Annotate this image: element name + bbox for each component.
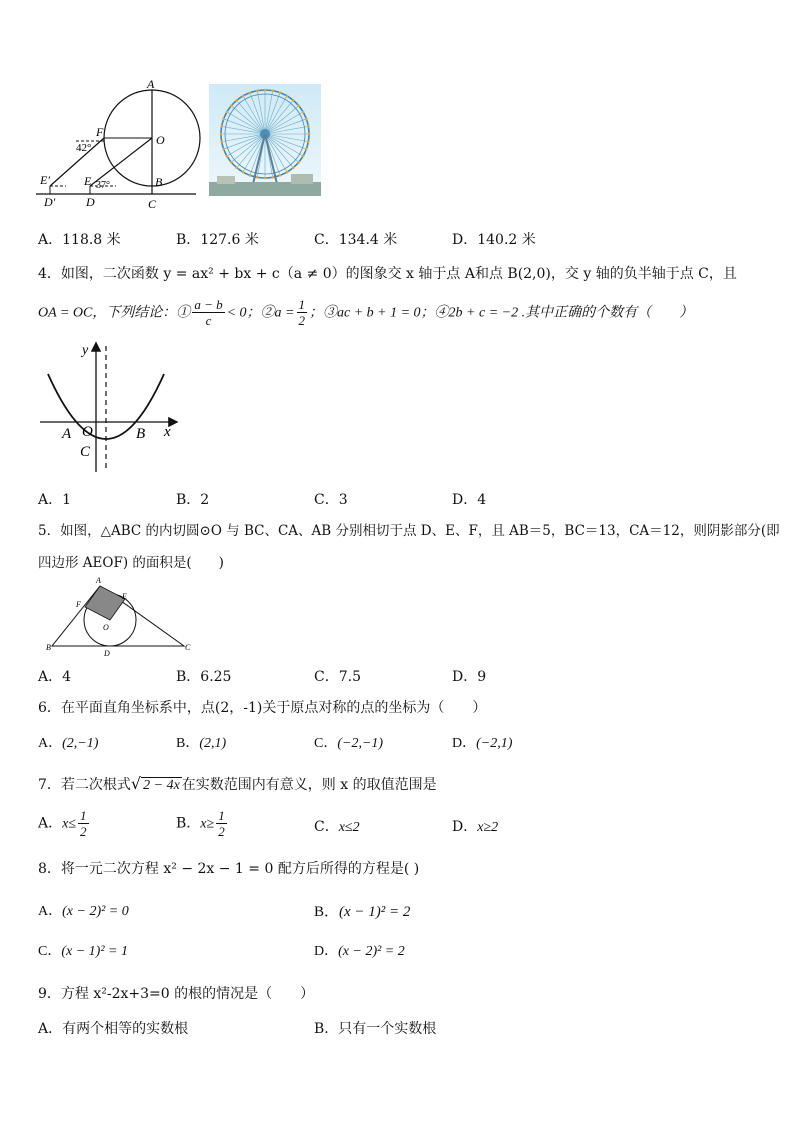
wheel-gondola: [297, 161, 300, 164]
q4-option-b[interactable]: B．2: [176, 492, 210, 508]
wheel-gondola: [307, 125, 310, 128]
wheel-gondola: [230, 104, 233, 107]
point-C-label: C: [80, 444, 91, 460]
tri-label-F: F: [76, 600, 81, 609]
label-D-prime: D′: [44, 195, 56, 209]
axis-x-label: x: [164, 424, 171, 440]
q5-option-c[interactable]: C．7.5: [314, 669, 361, 685]
wheel-gondola: [242, 171, 245, 174]
q8-option-b[interactable]: B．(x − 1)² = 2: [314, 904, 411, 920]
wheel-gondola: [305, 148, 308, 151]
wheel-gondola: [222, 118, 225, 121]
q8-option-c[interactable]: C．(x − 1)² = 1: [38, 944, 128, 959]
wheel-gondola: [220, 125, 223, 128]
q9-option-a[interactable]: A．有两个相等的实数根: [38, 1021, 189, 1037]
q6-option-a[interactable]: A．(2,−1): [38, 736, 99, 751]
q4-stem-line2: OA = OC，下列结论：① $\frac{a - b}{c}$ < 0；②a = $\frac{1}{2}$ ；③ac + b + 1 = 0；④2b + c = −2 .其中正确的个数有（ ）: [38, 297, 694, 328]
wheel-gondola: [256, 176, 259, 179]
wheel-gondola: [230, 161, 233, 164]
axis-y-label: y: [82, 343, 89, 358]
label-D: D: [86, 195, 95, 209]
wheel-gondola: [286, 95, 289, 98]
q7-option-c[interactable]: C．x≤2: [314, 819, 360, 835]
wheel-gondola: [308, 133, 311, 136]
angle-42-label: 42°: [76, 142, 92, 154]
label-B: B: [155, 175, 163, 189]
wheel-gondola: [226, 155, 229, 158]
q4-option-c[interactable]: C．3: [314, 492, 348, 508]
q4-fraction-2: $\frac{1}{2}$: [298, 297, 305, 328]
q8-stem: 8．将一元二次方程 x² − 2x − 1 = 0 配方后所得的方程是( ): [38, 861, 420, 877]
q4-stem-line1: 4．如图，二次函数 y = ax² + bx + c（a ≠ 0）的图象交 x 轴于点 A和点 B(2,0)，交 y 轴的负半轴于点 C，且: [38, 266, 737, 282]
wheel-gondola: [302, 111, 305, 114]
q6-option-b[interactable]: B．(2,1): [176, 736, 227, 751]
parabola-graph: [38, 340, 183, 475]
q6-stem: 6．在平面直角坐标系中，点(2，-1)关于原点对称的点的坐标为（ ）: [38, 700, 487, 716]
label-C: C: [148, 197, 157, 211]
q5-stem-line2: 四边形 AEOF) 的面积是( ): [38, 555, 224, 571]
wheel-gondola: [220, 140, 223, 143]
tri-label-B: B: [46, 643, 51, 652]
wheel-gondola: [242, 95, 245, 98]
wheel-gondola: [271, 89, 274, 92]
q3-option-d[interactable]: D．140.2 米: [452, 232, 536, 248]
angle-37-label: 37°: [96, 180, 110, 191]
tri-label-O: O: [103, 623, 109, 632]
q3-option-b[interactable]: B．127.6 米: [176, 232, 259, 248]
q4-fraction-1: $\frac{a - b}{c}$: [194, 297, 223, 328]
wheel-gondola: [307, 140, 310, 143]
wheel-gondola: [235, 166, 238, 169]
tri-label-E: E: [122, 592, 127, 601]
wheel-gondola: [264, 89, 267, 92]
tri-label-A: A: [96, 576, 101, 585]
q5-stem-line1: 5．如图，△ABC 的内切圆⊙O 与 BC、CA、AB 分别相切于点 D、E、F，且 AB＝5，BC＝13，CA＝12，则阴影部分(即: [38, 523, 780, 539]
label-F: F: [96, 125, 104, 139]
wheel-gondola: [271, 176, 274, 179]
origin-O-label: O: [82, 424, 93, 440]
q6-option-c[interactable]: C．(−2,−1): [314, 736, 384, 751]
wheel-gondola: [292, 99, 295, 102]
wheel-gondola: [279, 91, 282, 94]
q4-option-a[interactable]: A．1: [38, 492, 72, 508]
wheel-gondola: [264, 177, 267, 180]
q7-option-b[interactable]: B．x≥ $\frac{1}{2}$: [176, 808, 225, 839]
q8-option-d[interactable]: D．(x − 2)² = 2: [314, 944, 405, 959]
wheel-gondola: [235, 99, 238, 102]
q3-option-a[interactable]: A．118.8 米: [38, 232, 121, 248]
wheel-gondola: [256, 89, 259, 92]
label-O: O: [156, 133, 165, 147]
label-A: A: [147, 77, 155, 91]
incircle-triangle-figure: [44, 574, 196, 660]
q3-option-c[interactable]: C．134.4 米: [314, 232, 398, 248]
ferris-geometry-figure: [36, 76, 206, 212]
wheel-gondola: [297, 104, 300, 107]
tri-label-D: D: [104, 649, 110, 658]
wheel-gondola: [305, 118, 308, 121]
q7-option-d[interactable]: D．x≥2: [452, 819, 499, 835]
q7-stem: 7．若二次根式√ 2 − 4x 在实数范围内有意义，则 x 的取值范围是: [38, 774, 437, 793]
label-E-prime: E′: [40, 173, 50, 187]
q9-stem: 9．方程 x²-2x+3=0 的根的情况是（ ）: [38, 986, 315, 1002]
wheel-gondola: [302, 155, 305, 158]
q7-radicand: 2 − 4x: [143, 778, 180, 793]
label-E: E: [84, 174, 92, 188]
wheel-gondola: [222, 148, 225, 151]
q4-option-d[interactable]: D．4: [452, 492, 487, 508]
q5-option-d[interactable]: D．9: [452, 669, 487, 685]
q8-option-a[interactable]: A．(x − 2)² = 0: [38, 904, 129, 919]
wheel-gondola: [249, 91, 252, 94]
q7-option-a[interactable]: A．x≤ $\frac{1}{2}$: [38, 808, 87, 839]
wheel-gondola: [286, 171, 289, 174]
q5-option-b[interactable]: B．6.25: [176, 669, 232, 685]
q9-option-b[interactable]: B．只有一个实数根: [314, 1021, 437, 1037]
ferris-wheel-photo: [209, 84, 321, 196]
wheel-gondola: [226, 111, 229, 114]
wheel-gondola: [279, 174, 282, 177]
point-B-label: B: [136, 426, 146, 442]
point-A-label: A: [62, 426, 72, 442]
q6-option-d[interactable]: D．(−2,1): [452, 736, 513, 751]
wheel-gondola: [249, 174, 252, 177]
wheel-gondola: [220, 133, 223, 136]
wheel-gondola: [292, 166, 295, 169]
tri-label-C: C: [185, 643, 191, 652]
q5-option-a[interactable]: A．4: [38, 669, 72, 685]
